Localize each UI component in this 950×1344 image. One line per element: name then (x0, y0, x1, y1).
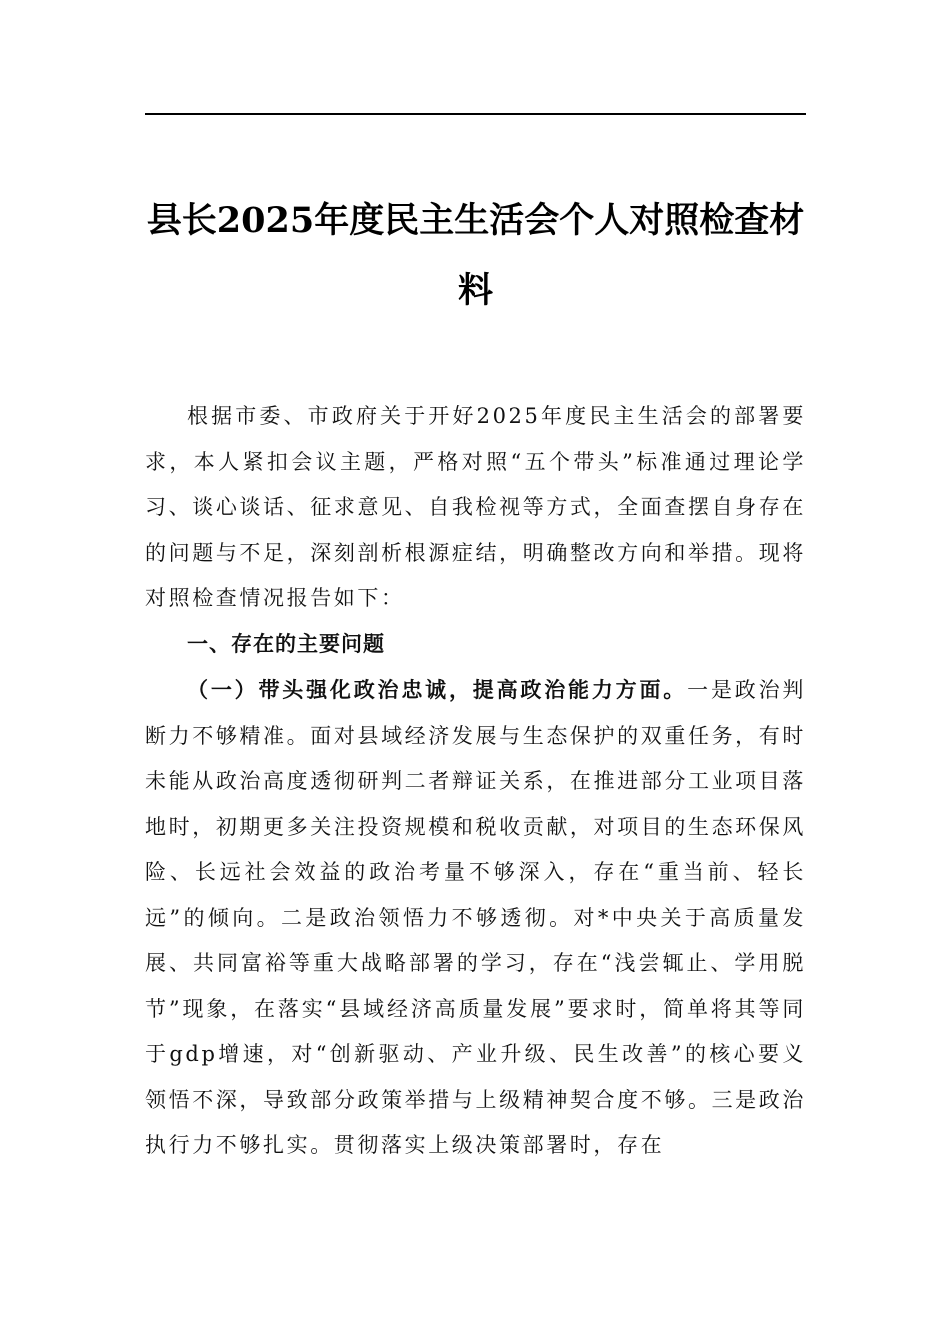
header-rule (145, 113, 806, 115)
subsection-paragraph (145, 667, 806, 1169)
subsection-heading: （一）带头强化政治忠诚，提高政治能力方面。 (187, 677, 688, 702)
document-title (145, 186, 806, 326)
title-line-2: 料 (457, 270, 493, 311)
section-heading: 一、存在的主要问题 (187, 631, 385, 656)
intro-paragraph: 根据市委、市政府关于开好2025年度民主生活会的部署要求，本人紧扣会议主题，严格对照“五个带头”标准通过理论学习、谈心谈话、征求意见、自我检视等方式，全面查摆自身存在的问题与不足，深刻剖析根源症结，明确整改方向和举措。现将对照检查情况报告如下： (145, 404, 806, 610)
document-body (145, 394, 806, 1169)
subsection-body: 一是政治判断力不够精准。面对县域经济发展与生态保护的双重任务，有时未能从政治高度透彻研判二者辩证关系，在推进部分工业项目落地时，初期更多关注投资规模和税收贡献，对项目的生态环保风险、长远社会效益的政治考量不够深入，存在“重当前、轻长远”的倾向。二是政治领悟力不够透彻。对*中央关于高质量发展、共同富裕等重大战略部署的学习，存在“浅尝辄止、学用脱节”现象，在落实“县域经济高质量发展”要求时，简单将其等同于gdp增速，对“创新驱动、产业升级、民生改善”的核心要义领悟不深，导致部分政策举措与上级精神契合度不够。三是政治执行力不够扎实。贯彻落实上级决策部署时，存在 (145, 678, 807, 1157)
title-line-1: 县长2025年度民主生活会个人对照检查材 (146, 200, 805, 241)
